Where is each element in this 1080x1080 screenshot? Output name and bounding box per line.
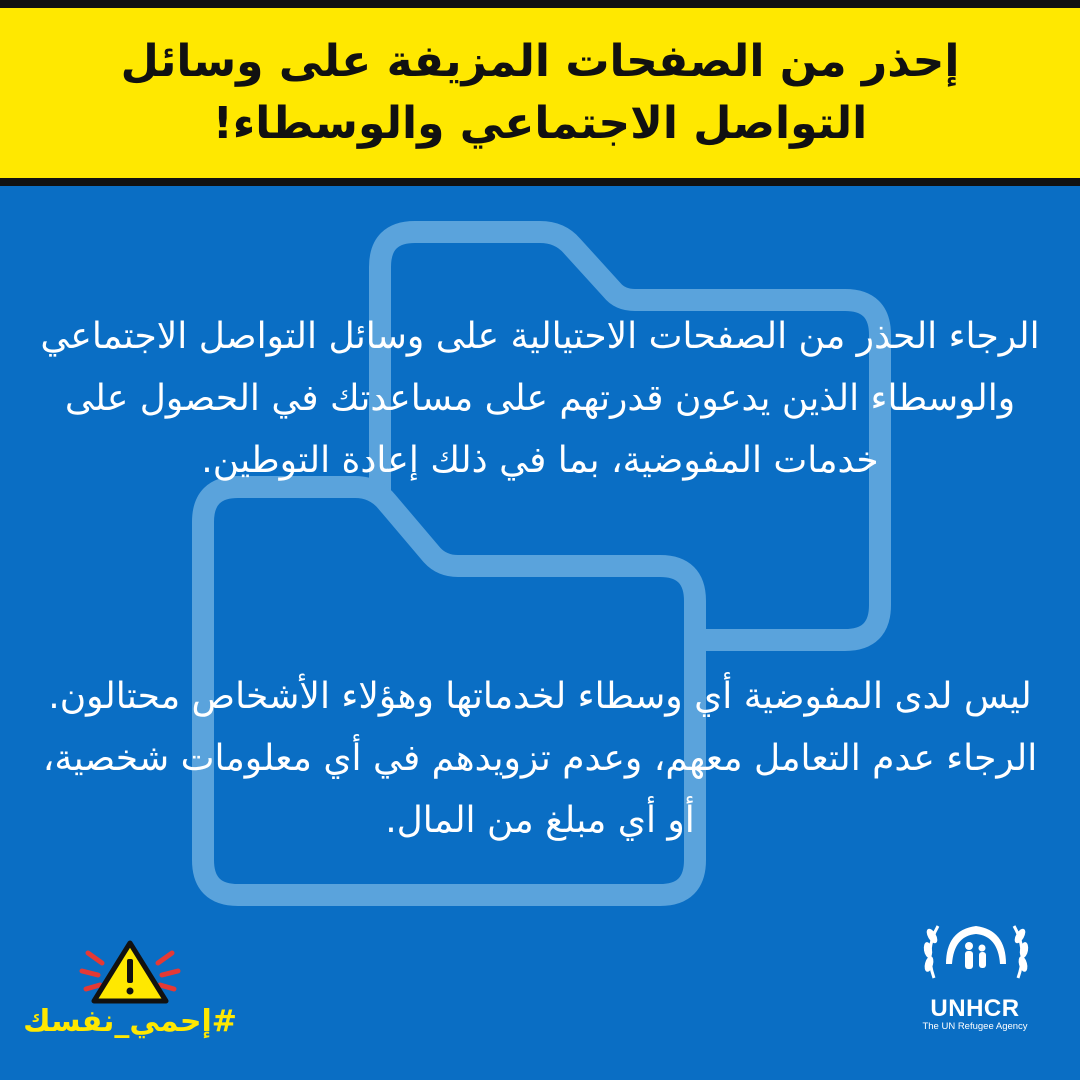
campaign-hashtag: #إحمي_نفسك [23,1004,237,1039]
warning-paragraph-2: ليس لدى المفوضية أي وسطاء لخدماتها وهؤلاء الأشخاص محتالون. الرجاء عدم التعامل معهم، وعدم تزويدهم في أي معلومات شخصية، أو أي مبلغ من المال. [42,676,1038,841]
logo-tagline: The UN Refugee Agency [922,1021,1028,1032]
banner-title: إحذر من الصفحات المزيفة على وسائل التواصل الاجتماعي والوسطاء! [120,36,960,149]
warning-paragraph-1: الرجاء الحذر من الصفحات الاحتيالية على وسائل التواصل الاجتماعي والوسطاء الذين يدعون قدرتهم على مساعدتك في الحصول على خدمات المفوضية، بما في ذلك إعادة التوطين. [40,316,1040,481]
logo-name: UNHCR [930,995,1020,1022]
